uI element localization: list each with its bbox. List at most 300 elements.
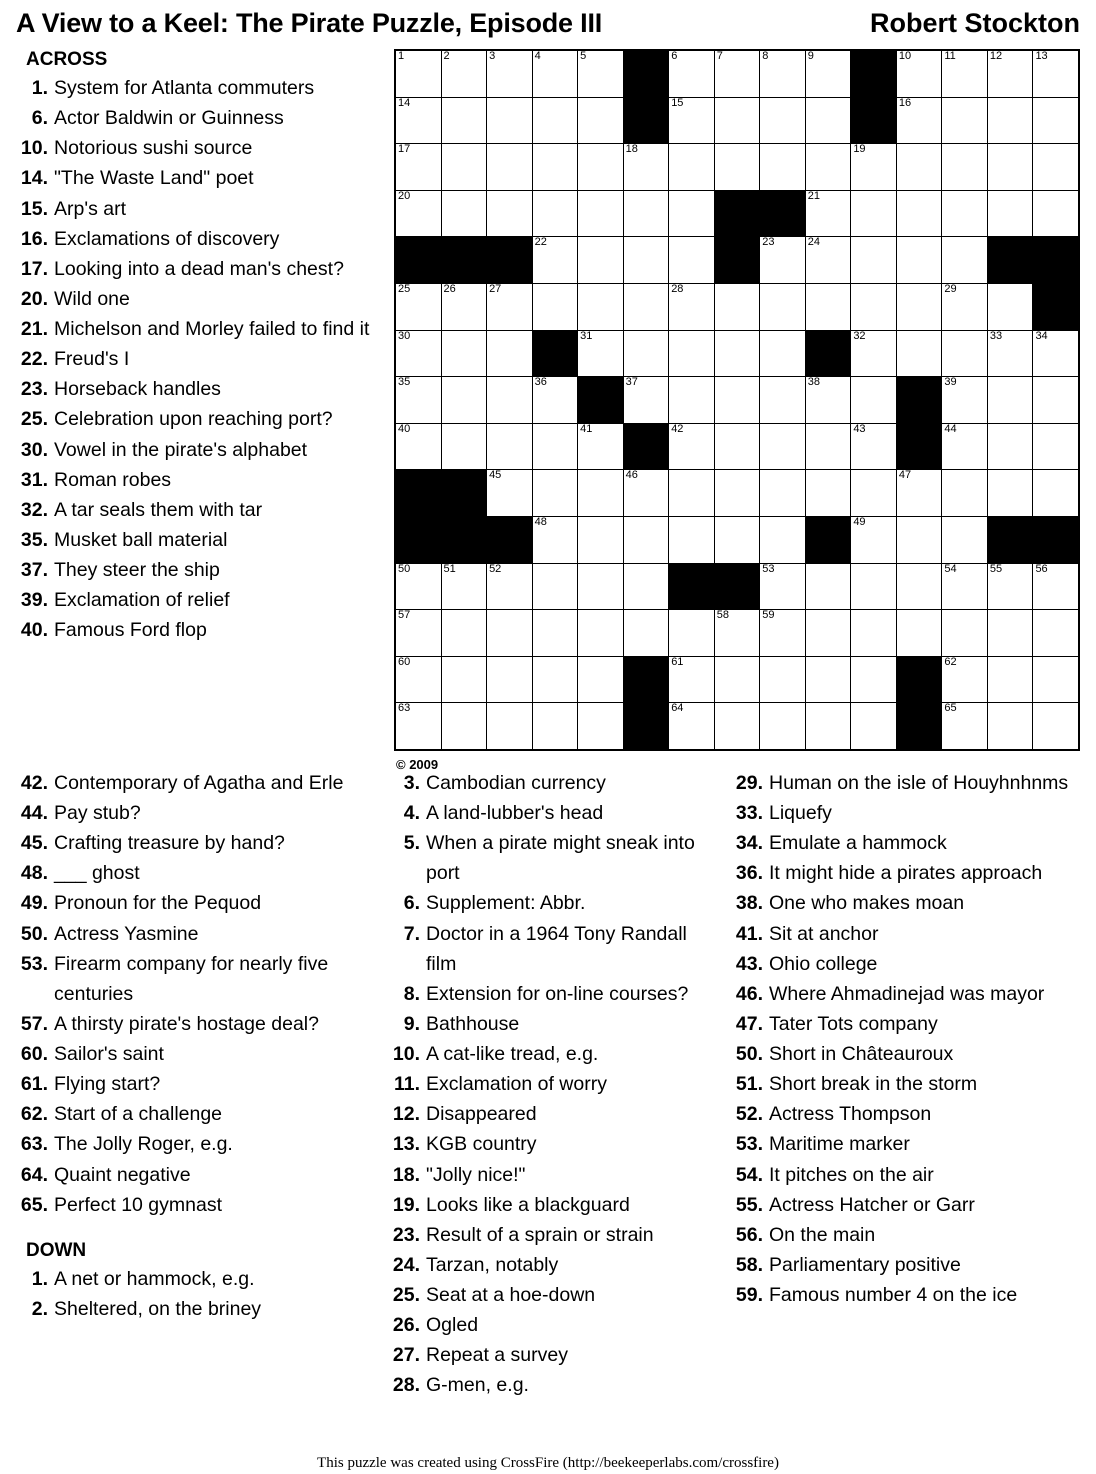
clue-text: Pay stub? <box>54 802 141 825</box>
clue-item <box>388 1220 721 1250</box>
clue-number: 32. <box>20 498 48 521</box>
clue-item <box>731 979 1080 1009</box>
grid-cell[interactable] <box>532 516 578 563</box>
grid-cell[interactable] <box>987 377 1033 424</box>
clue-number: 31. <box>20 468 48 491</box>
grid-cell[interactable] <box>395 190 441 237</box>
grid-cell[interactable] <box>987 97 1033 144</box>
grid-cell[interactable] <box>669 330 715 377</box>
clue-item <box>388 1340 721 1370</box>
grid-cell[interactable] <box>851 237 897 284</box>
grid-cell-number: 32 <box>853 329 866 342</box>
grid-cell-number: 57 <box>398 609 411 622</box>
grid-cell[interactable] <box>851 610 897 657</box>
grid-cell[interactable] <box>578 237 624 284</box>
clue-item <box>16 194 376 224</box>
grid-cell[interactable] <box>760 377 806 424</box>
grid-cell[interactable] <box>760 563 806 610</box>
grid-cell[interactable] <box>760 470 806 517</box>
grid-cell[interactable] <box>532 237 578 284</box>
clue-text: Sailor's saint <box>54 1043 164 1066</box>
grid-cell-number: 41 <box>580 422 593 435</box>
grid-cell[interactable] <box>441 563 487 610</box>
grid-cell[interactable] <box>669 656 715 703</box>
clue-text: Supplement: Abbr. <box>426 892 586 915</box>
grid-cell[interactable] <box>395 144 441 191</box>
grid-cell[interactable] <box>578 144 624 191</box>
clue-item <box>16 133 376 163</box>
grid-cell[interactable] <box>487 144 533 191</box>
clue-text: Actress Hatcher or Garr <box>769 1193 975 1216</box>
grid-cell-block <box>714 237 760 284</box>
grid-cell[interactable] <box>487 330 533 377</box>
grid-cell[interactable] <box>441 97 487 144</box>
grid-cell[interactable] <box>487 423 533 470</box>
clue-number: 48. <box>20 862 48 885</box>
grid-row <box>395 516 1079 563</box>
grid-cell[interactable] <box>714 330 760 377</box>
grid-cell[interactable] <box>532 563 578 610</box>
grid-cell[interactable] <box>532 283 578 330</box>
grid-cell[interactable] <box>851 330 897 377</box>
grid-cell[interactable] <box>987 563 1033 610</box>
clue-text: Crafting treasure by hand? <box>54 832 285 855</box>
clue-number: 15. <box>20 197 48 220</box>
clue-number: 62. <box>20 1103 48 1126</box>
clue-text: Short in Châteauroux <box>769 1043 954 1066</box>
clue-number: 10. <box>20 137 48 160</box>
crossword-grid-wrapper <box>376 49 1080 772</box>
grid-cell[interactable] <box>1033 377 1079 424</box>
grid-cell[interactable] <box>1033 656 1079 703</box>
clue-number: 1. <box>31 1267 48 1290</box>
grid-cell[interactable] <box>487 50 533 97</box>
grid-cell[interactable] <box>623 563 669 610</box>
grid-cell[interactable] <box>395 377 441 424</box>
grid-cell-number: 34 <box>1035 329 1048 342</box>
grid-cell[interactable] <box>942 50 988 97</box>
grid-cell[interactable] <box>805 656 851 703</box>
grid-cell[interactable] <box>487 610 533 657</box>
clue-text: When a pirate might sneak into port <box>426 832 695 885</box>
grid-cell[interactable] <box>942 470 988 517</box>
grid-cell[interactable] <box>714 656 760 703</box>
grid-cell[interactable] <box>487 470 533 517</box>
grid-cell[interactable] <box>487 563 533 610</box>
clue-text: Maritime marker <box>769 1133 910 1156</box>
grid-cell[interactable] <box>851 516 897 563</box>
across-clues-section <box>16 49 376 645</box>
grid-cell[interactable] <box>623 144 669 191</box>
grid-cell[interactable] <box>942 703 988 750</box>
clue-text: Contemporary of Agatha and Erle <box>54 771 344 794</box>
clue-text: They steer the ship <box>54 559 220 581</box>
grid-cell[interactable] <box>714 144 760 191</box>
grid-cell[interactable] <box>760 50 806 97</box>
grid-cell[interactable] <box>623 283 669 330</box>
grid-cell[interactable] <box>669 237 715 284</box>
grid-cell-number: 24 <box>807 236 821 249</box>
grid-cell[interactable] <box>805 50 851 97</box>
clue-text: G-men, e.g. <box>426 1374 529 1397</box>
grid-cell-number: 48 <box>534 515 547 528</box>
grid-cell[interactable] <box>623 610 669 657</box>
clue-number: 18. <box>392 1163 420 1186</box>
grid-cell-number: 63 <box>398 702 411 715</box>
grid-cell[interactable] <box>942 144 988 191</box>
crossword-grid[interactable] <box>394 49 1080 751</box>
clue-number: 38. <box>735 892 763 915</box>
grid-cell[interactable] <box>987 330 1033 377</box>
grid-cell-block <box>532 330 578 377</box>
grid-cell-block <box>487 237 533 284</box>
grid-cell[interactable] <box>395 423 441 470</box>
clue-item <box>16 284 376 314</box>
grid-cell[interactable] <box>896 97 942 144</box>
clue-item <box>731 768 1080 798</box>
clue-number: 25. <box>20 408 48 431</box>
grid-cell-block <box>441 470 487 517</box>
grid-cell[interactable] <box>760 610 806 657</box>
grid-cell[interactable] <box>487 377 533 424</box>
grid-cell-number: 52 <box>489 562 502 575</box>
grid-cell[interactable] <box>532 423 578 470</box>
grid-cell[interactable] <box>441 190 487 237</box>
grid-cell[interactable] <box>441 423 487 470</box>
grid-cell[interactable] <box>441 610 487 657</box>
grid-cell[interactable] <box>532 97 578 144</box>
grid-cell[interactable] <box>487 283 533 330</box>
grid-cell[interactable] <box>1033 330 1079 377</box>
grid-cell[interactable] <box>942 330 988 377</box>
grid-cell[interactable] <box>441 50 487 97</box>
grid-cell-block <box>714 563 760 610</box>
grid-cell[interactable] <box>441 283 487 330</box>
grid-cell[interactable] <box>987 190 1033 237</box>
grid-cell[interactable] <box>987 656 1033 703</box>
grid-cell[interactable] <box>1033 144 1079 191</box>
grid-cell[interactable] <box>578 610 624 657</box>
grid-cell[interactable] <box>714 97 760 144</box>
grid-cell[interactable] <box>896 144 942 191</box>
clue-number: 22. <box>20 348 48 371</box>
grid-cell[interactable] <box>851 470 897 517</box>
grid-cell[interactable] <box>851 423 897 470</box>
clue-text: Actress Yasmine <box>54 922 199 945</box>
clue-item <box>388 1280 721 1310</box>
grid-cell[interactable] <box>942 423 988 470</box>
clue-number: 19. <box>392 1193 420 1216</box>
clue-item <box>16 615 376 645</box>
grid-cell[interactable] <box>942 97 988 144</box>
grid-cell[interactable] <box>851 144 897 191</box>
clue-item <box>16 1190 376 1220</box>
clue-text: Where Ahmadinejad was mayor <box>769 982 1045 1005</box>
grid-cell[interactable] <box>760 283 806 330</box>
grid-cell[interactable] <box>578 423 624 470</box>
grid-cell-number: 3 <box>489 50 496 62</box>
grid-cell-number: 21 <box>807 189 821 202</box>
grid-cell[interactable] <box>669 144 715 191</box>
clue-number: 29. <box>735 771 763 794</box>
clue-text: Exclamation of worry <box>426 1073 607 1096</box>
clue-item <box>16 254 376 284</box>
grid-cell[interactable] <box>896 470 942 517</box>
grid-cell[interactable] <box>1033 703 1079 750</box>
clue-item <box>388 1039 721 1069</box>
clue-text: Arp's art <box>54 197 126 220</box>
grid-cell[interactable] <box>714 610 760 657</box>
grid-cell[interactable] <box>760 516 806 563</box>
clue-item <box>16 465 376 495</box>
grid-cell[interactable] <box>987 470 1033 517</box>
grid-cell[interactable] <box>987 144 1033 191</box>
grid-cell[interactable] <box>805 144 851 191</box>
clue-text: Freud's I <box>54 348 130 371</box>
clue-item <box>388 979 721 1009</box>
grid-cell[interactable] <box>896 283 942 330</box>
grid-cell[interactable] <box>987 703 1033 750</box>
grid-cell[interactable] <box>532 190 578 237</box>
clue-text: The Jolly Roger, e.g. <box>54 1133 233 1156</box>
grid-cell[interactable] <box>441 144 487 191</box>
clue-item <box>16 919 376 949</box>
grid-cell[interactable] <box>1033 50 1079 97</box>
grid-cell[interactable] <box>942 283 988 330</box>
grid-cell[interactable] <box>532 610 578 657</box>
clue-text: Sit at anchor <box>769 922 879 945</box>
grid-cell[interactable] <box>942 516 988 563</box>
grid-cell[interactable] <box>1033 97 1079 144</box>
grid-cell[interactable] <box>441 377 487 424</box>
grid-cell[interactable] <box>714 50 760 97</box>
grid-cell[interactable] <box>395 656 441 703</box>
grid-row <box>395 423 1079 470</box>
grid-row <box>395 190 1079 237</box>
grid-cell[interactable] <box>578 470 624 517</box>
grid-cell[interactable] <box>532 144 578 191</box>
grid-cell[interactable] <box>623 190 669 237</box>
grid-cell[interactable] <box>805 563 851 610</box>
grid-cell[interactable] <box>942 610 988 657</box>
grid-cell[interactable] <box>441 703 487 750</box>
clue-text: Ogled <box>426 1314 479 1337</box>
page-title: A View to a Keel: The Pirate Puzzle, Episode III <box>16 8 603 38</box>
grid-cell[interactable] <box>669 516 715 563</box>
grid-row <box>395 50 1079 97</box>
grid-cell[interactable] <box>395 703 441 750</box>
grid-cell[interactable] <box>623 516 669 563</box>
grid-cell[interactable] <box>896 563 942 610</box>
grid-cell[interactable] <box>714 516 760 563</box>
clue-number: 1. <box>31 77 48 99</box>
grid-cell[interactable] <box>805 610 851 657</box>
grid-cell-number: 60 <box>398 655 411 668</box>
grid-cell-block <box>987 516 1033 563</box>
grid-cell-number: 9 <box>807 50 814 62</box>
clue-text: KGB country <box>426 1133 537 1156</box>
grid-cell[interactable] <box>851 563 897 610</box>
grid-cell[interactable] <box>805 423 851 470</box>
grid-cell[interactable] <box>942 656 988 703</box>
clue-number: 65. <box>20 1193 48 1216</box>
grid-cell-number: 56 <box>1035 562 1048 575</box>
grid-cell[interactable] <box>896 190 942 237</box>
grid-cell[interactable] <box>942 237 988 284</box>
grid-cell-number: 54 <box>944 562 957 575</box>
grid-cell[interactable] <box>532 377 578 424</box>
grid-cell[interactable] <box>669 190 715 237</box>
grid-cell[interactable] <box>487 190 533 237</box>
grid-cell[interactable] <box>487 97 533 144</box>
grid-cell-number: 17 <box>398 143 411 156</box>
grid-cell[interactable] <box>532 656 578 703</box>
clue-number: 55. <box>735 1193 763 1216</box>
grid-cell[interactable] <box>395 50 441 97</box>
copyright-notice: © 2009 <box>396 756 439 772</box>
grid-cell[interactable] <box>395 563 441 610</box>
grid-cell[interactable] <box>441 330 487 377</box>
grid-cell[interactable] <box>805 470 851 517</box>
grid-cell[interactable] <box>623 470 669 517</box>
grid-cell[interactable] <box>441 656 487 703</box>
grid-cell[interactable] <box>760 423 806 470</box>
grid-cell[interactable] <box>532 470 578 517</box>
grid-cell[interactable] <box>805 237 851 284</box>
clue-text: Perfect 10 gymnast <box>54 1193 222 1216</box>
grid-cell[interactable] <box>805 283 851 330</box>
grid-cell-number: 16 <box>898 96 912 109</box>
grid-cell[interactable] <box>669 703 715 750</box>
grid-cell[interactable] <box>987 283 1033 330</box>
grid-cell[interactable] <box>805 377 851 424</box>
grid-cell[interactable] <box>987 423 1033 470</box>
grid-cell[interactable] <box>669 50 715 97</box>
grid-cell[interactable] <box>395 610 441 657</box>
grid-cell[interactable] <box>942 563 988 610</box>
grid-cell[interactable] <box>851 283 897 330</box>
grid-cell-block <box>623 423 669 470</box>
grid-cell[interactable] <box>851 703 897 750</box>
grid-cell[interactable] <box>669 610 715 657</box>
grid-cell-number: 47 <box>898 469 912 482</box>
clue-number: 54. <box>735 1163 763 1186</box>
grid-cell[interactable] <box>669 470 715 517</box>
grid-cell[interactable] <box>578 330 624 377</box>
grid-cell[interactable] <box>896 610 942 657</box>
grid-cell[interactable] <box>578 703 624 750</box>
clue-item <box>16 103 376 133</box>
grid-cell[interactable] <box>1033 470 1079 517</box>
grid-cell[interactable] <box>987 610 1033 657</box>
grid-cell[interactable] <box>623 377 669 424</box>
grid-cell[interactable] <box>578 190 624 237</box>
clue-text: One who makes moan <box>769 892 965 915</box>
grid-cell-block <box>623 656 669 703</box>
grid-cell[interactable] <box>760 703 806 750</box>
clue-number: 6. <box>403 892 420 915</box>
grid-cell[interactable] <box>623 237 669 284</box>
grid-cell[interactable] <box>578 656 624 703</box>
grid-cell[interactable] <box>714 703 760 750</box>
grid-cell-number: 11 <box>944 50 956 62</box>
grid-cell[interactable] <box>714 283 760 330</box>
grid-cell[interactable] <box>851 377 897 424</box>
grid-cell[interactable] <box>669 423 715 470</box>
grid-cell[interactable] <box>851 656 897 703</box>
grid-cell[interactable] <box>487 703 533 750</box>
grid-cell[interactable] <box>760 144 806 191</box>
grid-cell[interactable] <box>623 330 669 377</box>
grid-cell[interactable] <box>395 97 441 144</box>
grid-cell[interactable] <box>395 330 441 377</box>
grid-cell[interactable] <box>578 50 624 97</box>
grid-cell[interactable] <box>395 283 441 330</box>
grid-cell[interactable] <box>987 50 1033 97</box>
grid-cell[interactable] <box>896 330 942 377</box>
grid-cell[interactable] <box>942 190 988 237</box>
clue-number: 53. <box>20 952 48 975</box>
grid-cell-block <box>578 377 624 424</box>
grid-cell[interactable] <box>714 423 760 470</box>
grid-cell[interactable] <box>578 97 624 144</box>
grid-cell-number: 39 <box>944 376 957 389</box>
grid-cell[interactable] <box>896 50 942 97</box>
grid-cell[interactable] <box>942 377 988 424</box>
grid-cell-number: 35 <box>398 376 411 389</box>
clue-item <box>388 919 721 979</box>
grid-cell[interactable] <box>714 377 760 424</box>
grid-cell[interactable] <box>760 97 806 144</box>
clue-number: 50. <box>20 922 48 945</box>
grid-cell[interactable] <box>669 283 715 330</box>
grid-cell[interactable] <box>532 50 578 97</box>
grid-cell[interactable] <box>760 656 806 703</box>
grid-cell[interactable] <box>805 97 851 144</box>
grid-cell[interactable] <box>1033 190 1079 237</box>
grid-cell[interactable] <box>1033 610 1079 657</box>
grid-cell[interactable] <box>851 190 897 237</box>
grid-cell[interactable] <box>1033 423 1079 470</box>
grid-cell[interactable] <box>896 237 942 284</box>
grid-cell[interactable] <box>805 190 851 237</box>
grid-cell[interactable] <box>578 283 624 330</box>
grid-cell[interactable] <box>669 97 715 144</box>
grid-cell[interactable] <box>578 516 624 563</box>
grid-cell[interactable] <box>487 656 533 703</box>
clue-text: A land-lubber's head <box>426 802 604 825</box>
grid-cell[interactable] <box>805 703 851 750</box>
grid-cell-number: 62 <box>944 655 957 668</box>
grid-cell[interactable] <box>578 563 624 610</box>
grid-cell[interactable] <box>1033 563 1079 610</box>
down-heading: DOWN <box>26 1239 87 1261</box>
clue-item <box>16 1069 376 1099</box>
grid-cell-number: 44 <box>944 422 957 435</box>
grid-cell[interactable] <box>532 703 578 750</box>
across-continued-column <box>16 768 376 1401</box>
grid-row <box>395 610 1079 657</box>
grid-cell[interactable] <box>714 470 760 517</box>
grid-cell[interactable] <box>760 330 806 377</box>
clue-number: 23. <box>20 378 48 401</box>
grid-cell[interactable] <box>896 516 942 563</box>
grid-cell[interactable] <box>760 237 806 284</box>
grid-cell-number: 20 <box>398 189 411 202</box>
grid-cell[interactable] <box>669 377 715 424</box>
clue-number: 60. <box>20 1043 48 1066</box>
grid-cell-block <box>714 190 760 237</box>
